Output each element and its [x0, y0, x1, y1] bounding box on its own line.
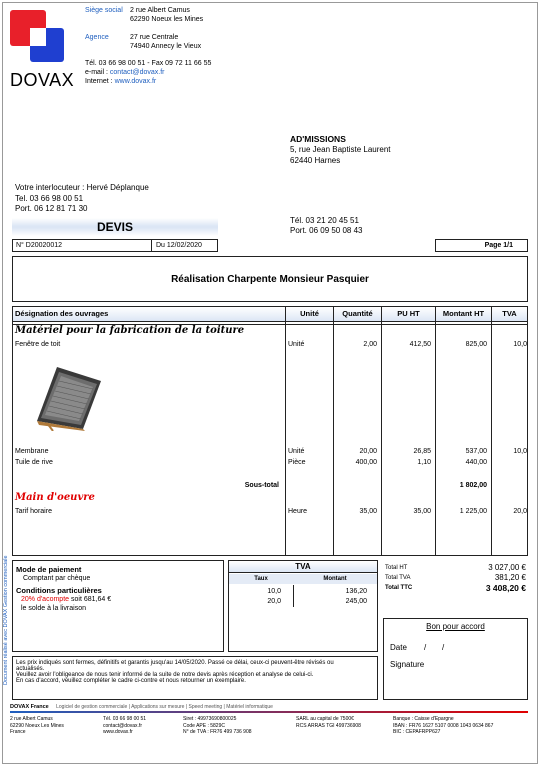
payment-mode-title: Mode de paiement [16, 565, 82, 574]
footer-col-legal [183, 716, 252, 736]
side-watermark-text: Document réalisé avec DOVAX Gestion commerciale [3, 555, 9, 685]
notes-box [12, 656, 378, 700]
header-tva: TVA [491, 307, 527, 321]
tva-col-montant: Montant [293, 574, 377, 584]
row-pu: 1,10 [417, 459, 431, 466]
tva-box [228, 560, 378, 652]
footer-text: SARL au capital de 7500€ [296, 716, 354, 722]
accord-date-sep1: / [424, 643, 427, 652]
row-montant: 1 225,00 [459, 508, 487, 515]
logo-white-square [30, 28, 46, 46]
footer-brand: DOVAX France [10, 704, 49, 710]
internet-label: Internet : [85, 78, 113, 85]
footer-text: Banque : Caisse d'Epargne [393, 716, 454, 722]
email-label: e-mail : [85, 69, 108, 76]
email-link[interactable]: contact@dovax.fr [109, 69, 165, 76]
doc-page-box [435, 239, 528, 252]
tva-col-taux: Taux [229, 574, 293, 584]
siege-label: Siège social [85, 7, 123, 14]
client-port: Port. 06 09 50 08 43 [290, 226, 363, 235]
row-tva: 20,0 [513, 508, 527, 515]
footer-text: 62290 Noeux Les Mines [10, 722, 64, 729]
footer-col-company [296, 716, 361, 729]
tva-rate: 20,0 [267, 598, 281, 605]
row-quantite: 400,00 [355, 459, 377, 466]
total-tva-label: Total TVA [385, 575, 411, 581]
row-designation: Tuile de rive [15, 459, 53, 466]
acompte-line [21, 596, 111, 603]
footer-text: France [10, 729, 26, 735]
row-pu: 35,00 [413, 508, 431, 515]
row-unite: Heure [288, 508, 308, 515]
footer-links: DOVAX France Logiciel de gestion commerciale | Applications sur mesure | Speed meeting | Matériel informatique [10, 704, 273, 710]
doc-number-box [12, 239, 152, 252]
row-tva: 10,0 [513, 448, 527, 455]
tva-rate: 10,0 [267, 588, 281, 595]
company-name: DOVAX [10, 70, 75, 90]
doc-title: Réalisation Charpente Monsieur Pasquier [171, 274, 369, 285]
footer-link[interactable]: Matériel informatique [226, 704, 273, 710]
siege-address-line1: 2 rue Albert Camus [130, 7, 190, 14]
payment-mode-value: Comptant par chèque [23, 575, 91, 582]
company-email-line [85, 69, 164, 76]
note-line: Veuillez avoir l'obligeance de nous tenir informé de la suite de notre devis après réception et analyse de celui-ci. [16, 672, 314, 678]
client-address1: 5, rue Jean Baptiste Laurent [290, 145, 391, 154]
footer-text[interactable]: www.dovax.fr [103, 729, 133, 735]
footer-text: Tél. 03 66 98 00 51 [103, 716, 147, 722]
section-title-main-oeuvre: Main d'oeuvre [15, 492, 95, 503]
doc-date: Du 12/02/2020 [156, 242, 202, 249]
footer-text: Siret : 49973690800025 [183, 716, 237, 722]
footer-col-bank [393, 716, 493, 736]
roof-window-image [27, 359, 107, 431]
company-website-line [85, 78, 156, 85]
row-montant: 825,00 [465, 341, 487, 348]
row-montant: 440,00 [465, 459, 487, 466]
total-ttc-value: 3 408,20 € [485, 583, 526, 593]
subtotal-label: Sous-total [244, 482, 279, 489]
footer-link[interactable]: Applications sur mesure [131, 704, 185, 710]
row-unite: Unité [288, 341, 305, 348]
total-tva-value: 381,20 € [494, 573, 526, 582]
row-unite: Unité [288, 448, 305, 455]
accord-box [383, 618, 528, 700]
tva-amount: 136,20 [345, 588, 367, 595]
doc-title-box [12, 256, 528, 302]
note-line: En cas d'accord, veuillez compléter le cadre ci-contre et nous retourner un exemplaire. [16, 678, 246, 684]
row-designation: Fenêtre de toit [15, 341, 61, 348]
doc-type-banner: DEVIS [12, 218, 218, 236]
section-title-materiel: Matériel pour la fabrication de la toiture [15, 325, 245, 336]
company-logo [10, 10, 66, 66]
accord-date-sep2: / [442, 643, 445, 652]
acompte-amount: soit 681,64 € [71, 596, 112, 603]
footer-text[interactable]: contact@dovax.fr [103, 722, 142, 729]
accord-date-label: Date [390, 643, 407, 652]
header-designation: Désignation des ouvrages [15, 309, 109, 318]
row-designation: Membrane [15, 448, 49, 455]
items-table [12, 306, 528, 556]
row-quantite: 35,00 [359, 508, 377, 515]
agence-address-line1: 27 rue Centrale [130, 34, 179, 41]
row-pu: 26,85 [413, 448, 431, 455]
header-unite: Unité [285, 307, 333, 321]
row-designation: Tarif horaire [15, 508, 52, 515]
footer-text: RCS ARRAS TGI 499736908 [296, 722, 361, 729]
client-name: AD'MISSIONS [290, 134, 346, 144]
col-divider [285, 307, 286, 555]
footer-text: N° de TVA : FR76 499 736 908 [183, 729, 252, 735]
row-quantite: 2,00 [363, 341, 377, 348]
footer-text: Code APE : 5829C [183, 722, 225, 729]
footer-col-address [10, 716, 64, 736]
acompte-percent: 20% d'acompte [21, 596, 70, 603]
agence-address-line2: 74940 Annecy le Vieux [130, 43, 202, 50]
row-montant: 537,00 [465, 448, 487, 455]
footer-link[interactable]: Speed meeting [188, 704, 223, 710]
header-quantite: Quantité [333, 307, 381, 321]
accord-signature-label: Signature [390, 660, 425, 669]
header-montant-ht: Montant HT [435, 307, 491, 321]
client-address2: 62440 Harnes [290, 156, 341, 165]
row-quantite: 20,00 [359, 448, 377, 455]
agence-label: Agence [85, 34, 109, 41]
contact-port: Port. 06 12 81 71 30 [15, 204, 88, 213]
row-pu: 412,50 [409, 341, 431, 348]
conditions-title: Conditions particulières [16, 586, 102, 595]
website-link[interactable]: www.dovax.fr [114, 78, 157, 85]
tva-box-title: TVA [229, 561, 377, 573]
tva-amount: 245,00 [345, 598, 367, 605]
interlocutor: Votre interlocuteur : Hervé Déplanque [15, 183, 149, 192]
footer-text: BIC : CEPAFRPP627 [393, 729, 441, 735]
footer-col-contact [103, 716, 146, 736]
footer-text: IBAN : FR76 1627 5107 0008 1043 0634 867 [393, 722, 494, 729]
doc-page: Page 1/1 [484, 242, 513, 249]
siege-address-line2: 62290 Noeux les Mines [130, 16, 204, 23]
total-ht-label: Total HT [385, 565, 408, 571]
row-tva: 10,0 [513, 341, 527, 348]
accord-title: Bon pour accord [426, 622, 485, 631]
doc-number: N° D20020012 [16, 242, 62, 249]
note-line: Les prix indiqués sont fermes, définitifs et garantis jusqu'au 14/05/2020. Passé ce délai, ceux-ci peuvent-être révisés ou [16, 660, 334, 666]
note-line: actualisés. [16, 666, 45, 672]
solde-line: le solde à la livraison [21, 605, 86, 612]
footer-divider [10, 711, 528, 713]
company-tel-fax: Tél. 03 66 98 00 51 - Fax 09 72 11 66 55 [85, 60, 212, 67]
footer-link[interactable]: Logiciel de gestion commerciale [56, 704, 128, 710]
payment-box [12, 560, 224, 652]
row-unite: Pièce [288, 459, 306, 466]
total-ttc-label: Total TTC [385, 585, 413, 591]
client-tel: Tél. 03 21 20 45 51 [290, 216, 359, 225]
total-ht-value: 3 027,00 € [488, 563, 526, 572]
footer-text: 2 rue Albert Camus [10, 716, 53, 722]
subtotal-value: 1 802,00 [459, 482, 487, 489]
contact-tel: Tel. 03 66 98 00 51 [15, 194, 84, 203]
header-pu-ht: PU HT [381, 307, 435, 321]
doc-date-box [151, 239, 218, 252]
